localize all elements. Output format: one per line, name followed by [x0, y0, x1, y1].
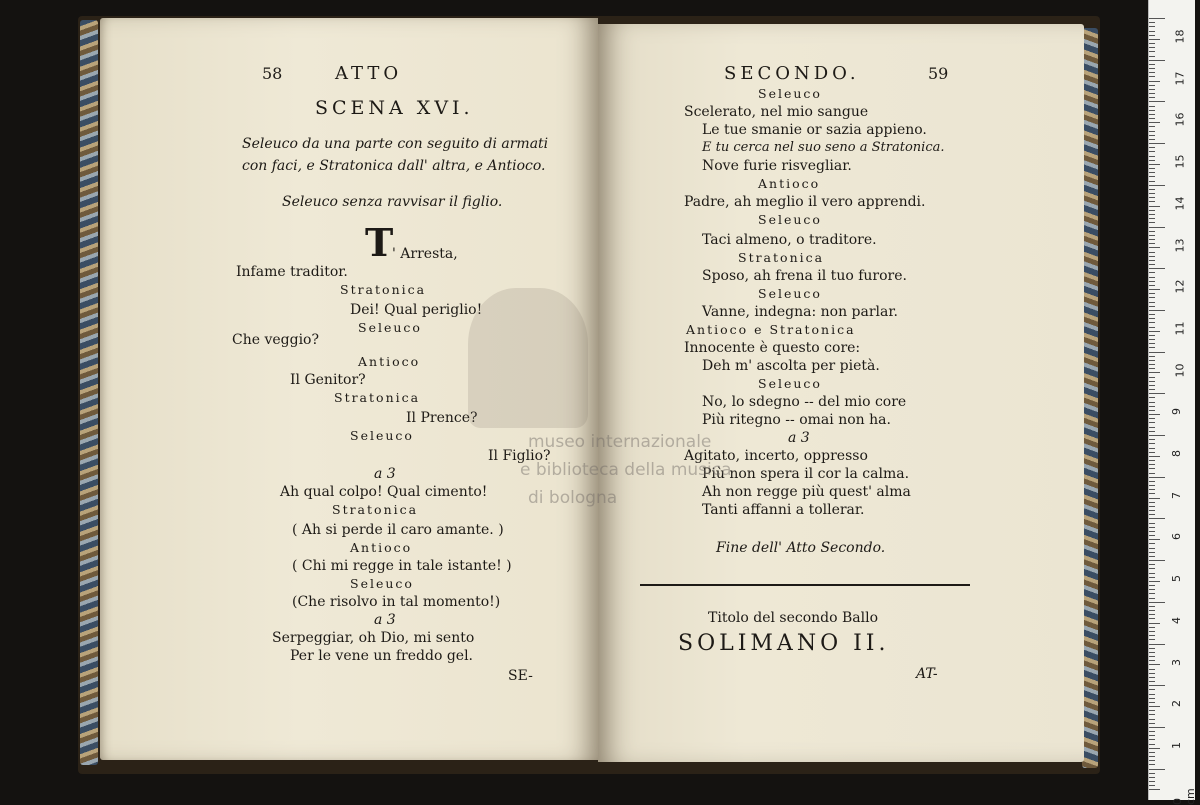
a3-marker: a 3: [374, 612, 396, 628]
right-running-head: SECONDO.: [724, 63, 860, 84]
ruler-tick: [1149, 377, 1155, 378]
verse-line: Le tue smanie or sazia appieno.: [702, 122, 927, 138]
ruler-tick: [1149, 548, 1155, 549]
ruler-number: 14: [1173, 196, 1187, 211]
ruler-number: 11: [1173, 321, 1187, 336]
ruler-tick: [1149, 568, 1155, 569]
verse-line: Più non spera il cor la calma.: [702, 466, 910, 482]
ruler-tick: [1149, 552, 1155, 553]
ruler-number: 10: [1173, 363, 1187, 378]
ballet-title: SOLIMANO II.: [678, 631, 890, 656]
ruler-tick: [1149, 397, 1155, 398]
ruler-tick: [1149, 335, 1155, 336]
scene-title: SCENA XVI.: [315, 97, 474, 119]
ruler-tick: [1149, 577, 1155, 578]
verse-line: No, lo sdegno -- del mio core: [702, 394, 907, 410]
ruler-tick: [1149, 343, 1155, 344]
ruler-number: 5: [1170, 575, 1183, 583]
ruler-tick: [1149, 756, 1155, 757]
ruler-tick: [1149, 272, 1155, 273]
measurement-ruler: [1148, 0, 1197, 805]
ruler-tick: [1149, 168, 1155, 169]
verse-line: Che veggio?: [232, 332, 319, 348]
ruler-number: 17: [1173, 71, 1187, 86]
ruler-tick: [1149, 322, 1155, 323]
ruler-tick: [1149, 385, 1155, 386]
ruler-tick: [1149, 694, 1155, 695]
ruler-tick: [1149, 773, 1155, 774]
ruler-tick: [1149, 81, 1160, 82]
ruler-tick: [1149, 222, 1155, 223]
right-page-number: 59: [928, 64, 949, 83]
ruler-tick: [1149, 614, 1155, 615]
ruler-tick: [1149, 781, 1155, 782]
catchword: SE-: [508, 668, 533, 684]
ruler-tick: [1149, 281, 1155, 282]
ruler-tick: [1149, 31, 1155, 32]
verse-line: Il Genitor?: [290, 372, 366, 388]
ruler-tick: [1149, 185, 1165, 186]
ruler-tick: [1149, 293, 1155, 294]
ruler-tick: [1149, 218, 1155, 219]
speaker-name: Seleuco: [358, 320, 422, 335]
ruler-tick: [1149, 101, 1165, 102]
ruler-tick: [1149, 268, 1165, 269]
ruler-number: 9: [1170, 408, 1183, 416]
ruler-tick: [1149, 727, 1165, 728]
ruler-tick: [1149, 523, 1155, 524]
ruler-tick: [1149, 498, 1160, 499]
ruler-tick: [1149, 201, 1155, 202]
ruler-tick: [1149, 406, 1155, 407]
ruler-tick: [1149, 618, 1155, 619]
ruler-tick: [1149, 285, 1155, 286]
ruler-tick: [1149, 106, 1155, 107]
ruler-tick: [1149, 360, 1155, 361]
ruler-number: 4: [1170, 616, 1183, 624]
ruler-tick: [1149, 427, 1155, 428]
ruler-number: 16: [1173, 112, 1187, 127]
ruler-tick: [1149, 72, 1155, 73]
ruler-tick: [1149, 256, 1155, 257]
speaker-name: Seleuco: [350, 576, 414, 591]
ruler-tick: [1149, 735, 1155, 736]
ruler-tick: [1149, 172, 1155, 173]
ruler-tick: [1149, 702, 1155, 703]
ruler-tick: [1149, 47, 1155, 48]
ruler-tick: [1149, 610, 1155, 611]
watermark-line: di bologna: [528, 488, 618, 508]
ruler-tick: [1149, 681, 1155, 682]
ruler-tick: [1149, 493, 1155, 494]
ruler-tick: [1149, 289, 1160, 290]
ruler-tick: [1149, 247, 1160, 248]
ruler-tick: [1149, 710, 1155, 711]
ruler-tick: [1149, 439, 1155, 440]
verse-line: ( Ah si perde il caro amante. ): [292, 522, 504, 538]
ruler-tick: [1149, 769, 1165, 770]
ruler-tick: [1149, 410, 1155, 411]
ruler-tick: [1149, 460, 1155, 461]
ruler-tick: [1149, 564, 1155, 565]
ruler-tick: [1149, 181, 1155, 182]
ruler-tick: [1149, 531, 1155, 532]
ruler-tick: [1149, 464, 1155, 465]
ruler-tick: [1149, 239, 1155, 240]
verse-line: Padre, ah meglio il vero apprendi.: [684, 194, 926, 210]
ruler-tick: [1149, 339, 1155, 340]
ruler-tick: [1149, 214, 1155, 215]
ruler-tick: [1149, 648, 1155, 649]
ruler-tick: [1149, 231, 1155, 232]
speaker-name: Antioco: [758, 176, 821, 191]
ruler-tick: [1149, 760, 1155, 761]
verse-line: Nove furie risvegliar.: [702, 158, 852, 174]
drop-cap: T: [365, 220, 394, 265]
ruler-tick: [1149, 543, 1155, 544]
verse-line: Ah qual colpo! Qual cimento!: [280, 484, 488, 500]
ruler-tick: [1149, 139, 1155, 140]
speaker-name: Antioco e Stratonica: [686, 322, 856, 337]
ruler-tick: [1149, 193, 1155, 194]
catchword: AT-: [916, 666, 938, 682]
speaker-name: Antioco: [358, 354, 421, 369]
ruler-tick: [1149, 297, 1155, 298]
stage-direction-1: Seleuco da una parte con seguito di armati: [242, 136, 549, 152]
verse-line: ' Arresta,: [392, 246, 458, 262]
verse-line: Deh m' ascolta per pietà.: [702, 358, 880, 374]
ruler-tick: [1149, 356, 1155, 357]
watermark-line: museo internazionale: [528, 432, 712, 452]
ruler-tick: [1149, 160, 1155, 161]
ruler-number: 0 cm: [1171, 787, 1197, 805]
ruler-tick: [1149, 364, 1155, 365]
verse-line: Infame traditor.: [236, 264, 348, 280]
ruler-tick: [1149, 314, 1155, 315]
ruler-tick: [1149, 448, 1155, 449]
right-page: [598, 24, 1084, 762]
ruler-tick: [1149, 456, 1160, 457]
ruler-tick: [1149, 331, 1160, 332]
ruler-tick: [1149, 435, 1165, 436]
ruler-tick: [1149, 39, 1160, 40]
ruler-tick: [1149, 110, 1155, 111]
ruler-number: 13: [1173, 238, 1187, 252]
ruler-tick: [1149, 535, 1155, 536]
a3-marker: a 3: [374, 466, 396, 482]
ruler-tick: [1149, 302, 1155, 303]
speaker-name: Seleuco: [758, 286, 822, 301]
ruler-tick: [1149, 372, 1160, 373]
ruler-tick: [1149, 147, 1155, 148]
ruler-tick: [1149, 723, 1155, 724]
speaker-name: Stratonica: [332, 502, 419, 517]
verse-line: Ah non regge più quest' alma: [702, 484, 911, 500]
museum-watermark-logo: [468, 288, 588, 428]
ruler-tick: [1149, 452, 1155, 453]
ruler-tick: [1149, 669, 1155, 670]
ruler-tick: [1149, 164, 1160, 165]
verse-line: Il Figlio?: [488, 448, 551, 464]
verse-line: Serpeggiar, oh Dio, mi sento: [272, 630, 475, 646]
ruler-number: 7: [1170, 491, 1183, 499]
ruler-tick: [1149, 18, 1165, 19]
ruler-tick: [1149, 368, 1155, 369]
ruler-tick: [1149, 252, 1155, 253]
ruler-number: 3: [1170, 658, 1183, 666]
ruler-tick: [1149, 260, 1155, 261]
ruler-tick: [1149, 573, 1155, 574]
ruler-tick: [1149, 589, 1155, 590]
ruler-tick: [1149, 56, 1155, 57]
ruler-tick: [1149, 731, 1155, 732]
verse-line: Agitato, incerto, oppresso: [684, 448, 868, 464]
speaker-name: Seleuco: [758, 86, 822, 101]
speaker-name: Stratonica: [738, 250, 825, 265]
ruler-tick: [1149, 510, 1155, 511]
ruler-tick: [1149, 60, 1165, 61]
ruler-number: 6: [1170, 533, 1183, 541]
speaker-name: Seleuco: [758, 376, 822, 391]
verse-line: Il Prence?: [406, 410, 478, 426]
ruler-tick: [1149, 347, 1155, 348]
ruler-tick: [1149, 598, 1155, 599]
ruler-tick: [1149, 673, 1155, 674]
verse-line: Vanne, indegna: non parlar.: [702, 304, 898, 320]
ruler-tick: [1149, 126, 1155, 127]
ruler-tick: [1149, 752, 1155, 753]
ruler-tick: [1149, 748, 1160, 749]
ruler-tick: [1149, 639, 1155, 640]
ruler-number: 2: [1170, 700, 1183, 708]
ruler-tick: [1149, 85, 1155, 86]
ruler-tick: [1149, 656, 1155, 657]
verse-line: (Che risolvo in tal momento!): [292, 594, 501, 610]
speaker-name: Seleuco: [350, 428, 414, 443]
ruler-tick: [1149, 402, 1155, 403]
ruler-tick: [1149, 381, 1155, 382]
ruler-tick: [1149, 235, 1155, 236]
ruler-tick: [1149, 97, 1155, 98]
ruler-tick: [1149, 581, 1160, 582]
ruler-tick: [1149, 556, 1155, 557]
ruler-tick: [1149, 644, 1165, 645]
ruler-tick: [1149, 135, 1155, 136]
ruler-tick: [1149, 431, 1155, 432]
ruler-tick: [1149, 35, 1155, 36]
ruler-number: 15: [1173, 154, 1187, 169]
speaker-name: Antioco: [350, 540, 413, 555]
ruler-tick: [1149, 43, 1155, 44]
watermark-line: e biblioteca della musica: [520, 460, 732, 480]
ruler-tick: [1149, 719, 1155, 720]
ruler-tick: [1149, 518, 1165, 519]
ruler-tick: [1149, 327, 1155, 328]
ruler-tick: [1149, 652, 1155, 653]
ruler-tick: [1149, 468, 1155, 469]
ruler-tick: [1149, 560, 1165, 561]
ruler-tick: [1149, 189, 1155, 190]
ruler-tick: [1149, 64, 1155, 65]
ruler-tick: [1149, 664, 1160, 665]
ruler-tick: [1149, 422, 1155, 423]
left-page-number: 58: [262, 64, 283, 83]
ruler-tick: [1149, 76, 1155, 77]
ruler-tick: [1149, 744, 1155, 745]
ruler-tick: [1149, 539, 1160, 540]
ruler-tick: [1149, 660, 1155, 661]
ruler-tick: [1149, 789, 1160, 790]
ruler-tick: [1149, 627, 1155, 628]
ruler-tick: [1149, 764, 1155, 765]
ruler-tick: [1149, 143, 1165, 144]
ruler-tick: [1149, 151, 1155, 152]
ruler-tick: [1149, 68, 1155, 69]
ruler-tick: [1149, 318, 1155, 319]
ruler-tick: [1149, 602, 1165, 603]
ruler-tick: [1149, 623, 1160, 624]
ruler-tick: [1149, 352, 1165, 353]
ruler-number: 1: [1170, 741, 1183, 749]
ruler-tick: [1149, 26, 1155, 27]
ruler-tick: [1149, 310, 1165, 311]
ruler-tick: [1149, 527, 1155, 528]
ruler-tick: [1149, 306, 1155, 307]
ruler-tick: [1149, 473, 1155, 474]
cover-edge-right: [1082, 28, 1098, 768]
ruler-tick: [1149, 277, 1155, 278]
ruler-tick: [1149, 698, 1155, 699]
ruler-tick: [1149, 197, 1155, 198]
ruler-tick: [1149, 514, 1155, 515]
ballet-label: Titolo del secondo Ballo: [708, 610, 879, 626]
verse-line: Innocente è questo core:: [684, 340, 861, 356]
ruler-tick: [1149, 210, 1155, 211]
ruler-tick: [1149, 477, 1165, 478]
stage-direction-2: con faci, e Stratonica dall' altra, e Antioco.: [242, 158, 546, 174]
ruler-tick: [1149, 176, 1155, 177]
ruler-tick: [1149, 631, 1155, 632]
ruler-number: 18: [1173, 29, 1187, 44]
verse-line: Dei! Qual periglio!: [350, 302, 483, 318]
speaker-name: Seleuco: [758, 212, 822, 227]
ruler-tick: [1149, 677, 1155, 678]
ruler-tick: [1149, 785, 1155, 786]
ruler-tick: [1149, 93, 1155, 94]
ruler-tick: [1149, 777, 1155, 778]
verse-line: Scelerato, nel mio sangue: [684, 104, 869, 120]
ruler-tick: [1149, 443, 1155, 444]
verse-line: E tu cerca nel suo seno a Stratonica.: [702, 140, 945, 155]
verse-line: Tanti affanni a tollerar.: [702, 502, 865, 518]
ruler-tick: [1149, 22, 1155, 23]
ruler-tick: [1149, 606, 1155, 607]
ruler-tick: [1149, 635, 1155, 636]
ruler-tick: [1149, 502, 1155, 503]
ruler-tick: [1149, 685, 1165, 686]
cover-edge-left: [80, 20, 98, 765]
left-running-head: ATTO: [335, 63, 403, 84]
ruler-tick: [1149, 418, 1155, 419]
ruler-tick: [1149, 131, 1155, 132]
ruler-tick: [1149, 89, 1155, 90]
ruler-tick: [1149, 585, 1155, 586]
ruler-tick: [1149, 414, 1160, 415]
ruler-tick: [1149, 393, 1165, 394]
ruler-tick: [1149, 118, 1155, 119]
ruler-tick: [1149, 689, 1155, 690]
ruler-tick: [1149, 227, 1165, 228]
ruler-tick: [1149, 593, 1155, 594]
speaker-name: Stratonica: [334, 390, 421, 405]
stage-direction-3: Seleuco senza ravvisar il figlio.: [282, 194, 503, 210]
speaker-name: Stratonica: [340, 282, 427, 297]
ruler-tick: [1149, 489, 1155, 490]
ruler-tick: [1149, 706, 1160, 707]
ruler-tick: [1149, 485, 1155, 486]
ruler-tick: [1149, 114, 1155, 115]
ruler-tick: [1149, 51, 1155, 52]
verse-line: Taci almeno, o traditore.: [702, 232, 877, 248]
ruler-tick: [1149, 714, 1155, 715]
ruler-tick: [1149, 481, 1155, 482]
a3-marker: a 3: [788, 430, 810, 446]
ruler-tick: [1149, 206, 1160, 207]
ruler-tick: [1149, 122, 1160, 123]
ruler-tick: [1149, 506, 1155, 507]
ruler-tick: [1149, 243, 1155, 244]
verse-line: Sposo, ah frena il tuo furore.: [702, 268, 907, 284]
ruler-number: 12: [1173, 279, 1187, 294]
ruler-tick: [1149, 389, 1155, 390]
ruler-tick: [1149, 739, 1155, 740]
verse-line: Più ritegno -- omai non ha.: [702, 412, 891, 428]
ruler-number: 8: [1170, 450, 1183, 457]
verse-line: ( Chi mi regge in tale istante! ): [292, 558, 512, 574]
ruler-tick: [1149, 264, 1155, 265]
ruler-tick: [1149, 156, 1155, 157]
verse-line: Per le vene un freddo gel.: [290, 648, 473, 664]
end-of-act: Fine dell' Atto Secondo.: [716, 540, 886, 556]
section-rule: [640, 584, 970, 586]
